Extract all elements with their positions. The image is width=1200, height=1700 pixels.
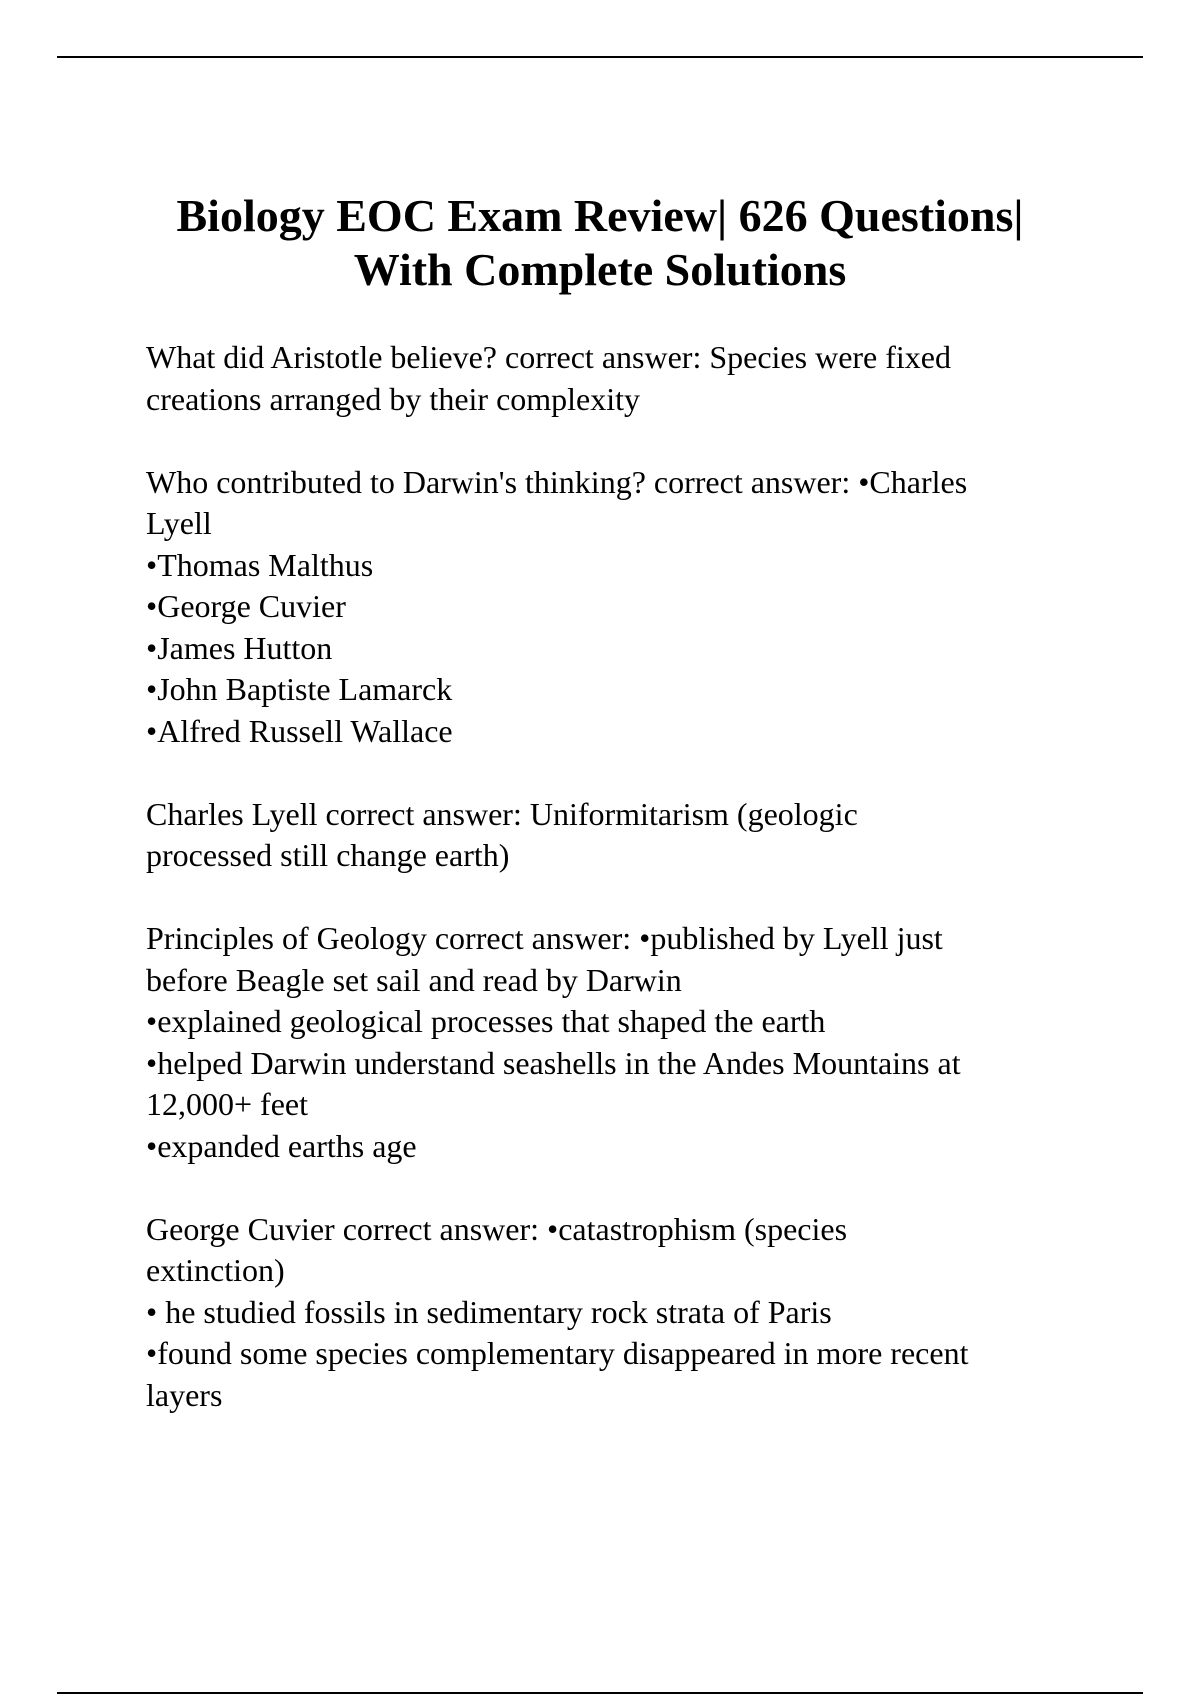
entry-line: Charles Lyell correct answer: Uniformitarism (geologic	[146, 795, 858, 832]
title-line-2: With Complete Solutions	[353, 244, 847, 295]
qa-entry-darwin-contributors	[146, 462, 1106, 753]
entry-line: •found some species complementary disappeared in more recent	[146, 1335, 969, 1371]
entry-line: creations arranged by their complexity	[146, 380, 641, 417]
entry-line: •John Baptiste Lamarck	[146, 671, 453, 707]
qa-entry-george-cuvier	[146, 1209, 1106, 1417]
entry-line: •George Cuvier	[146, 588, 346, 624]
entry-line: Who contributed to Darwin's thinking? correct answer: •Charles	[146, 463, 968, 500]
document-body	[146, 337, 1106, 1458]
entry-line: •James Hutton	[146, 629, 333, 666]
qa-entry-charles-lyell	[146, 794, 1106, 877]
entry-line: •Alfred Russell Wallace	[146, 712, 453, 749]
entry-line: What did Aristotle believe? correct answer: Species were fixed	[146, 339, 951, 375]
title-line-1: Biology EOC Exam Review| 626 Questions|	[176, 190, 1024, 241]
entry-line: •helped Darwin understand seashells in the Andes Mountains at	[146, 1044, 961, 1081]
document-title	[100, 189, 1100, 297]
entry-line: before Beagle set sail and read by Darwin	[146, 961, 682, 998]
top-rule	[57, 56, 1143, 58]
entry-line: •expanded earths age	[146, 1127, 417, 1164]
entry-line: 12,000+ feet	[146, 1086, 308, 1122]
qa-entry-principles-of-geology	[146, 918, 1106, 1167]
bottom-rule	[57, 1692, 1143, 1694]
entry-line: extinction)	[146, 1252, 285, 1288]
entry-line: •Thomas Malthus	[146, 546, 374, 583]
entry-line: Principles of Geology correct answer: •published by Lyell just	[146, 920, 943, 956]
entry-line: George Cuvier correct answer: •catastrophism (species	[146, 1210, 848, 1247]
entry-line: layers	[146, 1376, 223, 1413]
entry-line: • he studied fossils in sedimentary rock strata of Paris	[146, 1293, 832, 1330]
qa-entry-aristotle	[146, 337, 1106, 420]
entry-line: Lyell	[146, 505, 212, 541]
entry-line: processed still change earth)	[146, 837, 510, 873]
entry-line: •explained geological processes that shaped the earth	[146, 1003, 826, 1039]
